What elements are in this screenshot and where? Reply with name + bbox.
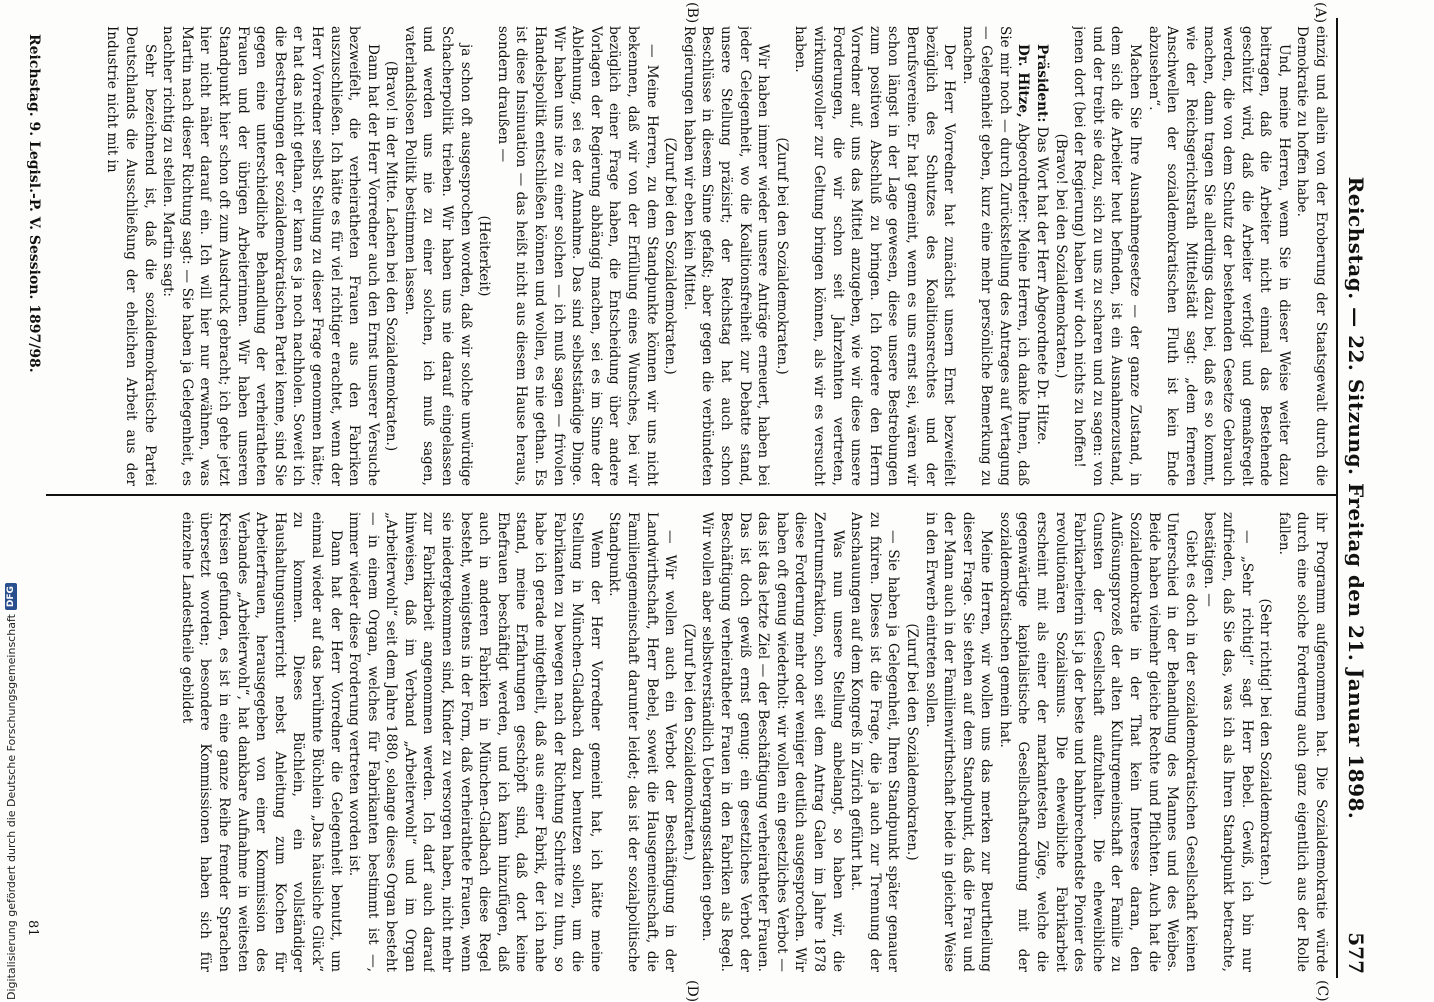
- margin-mark-d: (D): [684, 980, 700, 1002]
- paragraph: Dann hat der Herr Vorredner die Gelegenheit benutzt, um einmal wieder auf das berühmte Büchlein „Das häusliche Glück“ zu kommen. Dieses Büchlein, ein vollständiger Haushaltungsunterricht nebst Anleitung zum Kochen für Arbeiterfrauen, herausgegeben von einer Kommission des Verbandes „Arbeiterwohl“, hat dankbare Aufnahme in weitesten Kreisen gefunden, es ist in eine ganze Reihe fremder Sprachen übersetzt worden; besondere Kommissionen haben sich für einzelne Landestheile gebildet: [178, 512, 344, 972]
- paragraph: (Zuruf bei den Sozialdemokraten.): [773, 137, 790, 375]
- paragraph: — Wir wollen auch ein Verbot der Beschäftigung in der Landwirthschaft, Herr Bebel, soweit die Hausgemeinschaft, die Familiengemeinschaft darunter leidet; das ist der sozialpolitische Standpunkt.: [606, 512, 679, 972]
- paragraph: (Sehr richtig! bei den Sozialdemokraten.): [1257, 598, 1274, 886]
- column-divider: [46, 494, 1336, 496]
- paragraph: Dr. Hitze, Abgeordneter: Meine Herren, ich danke Ihnen, daß Sie mir noch — durch Zurückstellung des Antrages auf Vertagung — Gelegenheit geben, kurz eine mehr persönliche Bemerkung zu machen.: [959, 26, 1032, 486]
- margin-mark-a: (A): [1312, 2, 1328, 24]
- paragraph: (Zuruf bei den Sozialdemokraten.): [662, 137, 679, 375]
- page-header: [1336, 18, 1372, 978]
- paragraph: Giebt es doch in der sozialdemokratischen Gesellschaft keinen Unterschied in der Behandlung des Mannes und des Weibes. Beide haben vielmehr gleiche Rechte und Pflichten. Auch hat die Sozialdemokratie in der That kein Interesse daran, den Auflösungsprozeß der alten Kulturgemeinschaft der Familie zu Gunsten der Gesellschaft aufzuhalten. Die eheweibliche Fabrikarbeiterin ist ja der beste und bahnbrechendste Pionier des revolutionären Sozialismus. Die eheweibliche Fabrikarbeit erscheint mit als einer der markantesten Züge, welche die gegenwärtige kapitalistische Gesellschaftsordnung mit der sozialdemokratischen gemein hat.: [996, 512, 1199, 972]
- digitization-credit: [4, 0, 18, 1000]
- paragraph: (Zuruf bei den Sozialdemokraten.): [680, 623, 697, 861]
- right-text-column: [60, 512, 1330, 972]
- paragraph: Und, meine Herren, wenn Sie in dieser Weise weiter dazu beitragen, daß die Arbeiter nicht einmal das Bestehende geschützt wird, daß die Arbeiter verfolgt und gemaßregelt werden, die von dem Schutz der bestehenden Gesetze Gebrauch machen, dann tragen Sie allerdings dazu bei, daß es so kommt, wie der Reichsgerichtsrath Mittelstädt sagt: „dem ferneren Anschwellen der sozialdemokratischen Fluth ist kein Ende abzusehen“.: [1145, 26, 1292, 486]
- paragraph: ihr Programm aufgenommen hat. Die Sozialdemokratie würde durch eine solche Forderung auch ganz eigentlich aus der Rolle fallen.: [1275, 512, 1329, 972]
- paragraph: Was nun unsere Stellung anbelangt, so haben wir, die Zentrumsfraktion, schon seit dem Antrag Galen im Jahre 1878 diese Forderung mehr oder weniger deutlich ausgesprochen. Wir haben oft genug wiederholt: wir wollen ein gesetzliches Verbot — das ist das letzte Ziel — der Beschäftigung verheiratheter Frauen. Das ist doch gewiß ernst genug: ein gesetzliches Verbot der Beschäftigung verheiratheter Frauen in den Fabriken als Regel. Wir wollen aber selbstverständlich Uebergangsstadien geben.: [699, 512, 846, 972]
- left-text-column: [60, 26, 1330, 486]
- page-number: 577: [1344, 932, 1368, 974]
- paragraph: Der Herr Vorredner hat zunächst unsern Ernst bezweifelt bezüglich des Schutzes des Koalitionsrechtes und der Berufsvereine. Er hat gemeint, wenn es uns ernst sei, wären wir schon längst in der Lage gewesen, diese unsere Bestrebungen zum positiven Abschluß zu bringen. Ich fordere den Herrn Vorredner auf, uns das Mittel anzugeben, wie wir diese unsere Forderungen, die wir schon seit Jahrzehnten vertreten, wirkungsvoller zur Geltung bringen können, als wir es versucht haben.: [792, 26, 958, 486]
- footer-sheet-number: 81: [25, 920, 40, 937]
- paragraph: (Zuruf bei den Sozialdemokraten.): [903, 623, 920, 861]
- paragraph: Sehr bezeichnend ist, daß die sozialdemokratische Partei Deutschlands die Ausschließung der ehelichen Arbeit aus der Industrie nicht mit in: [104, 26, 158, 486]
- credit-text: Digitalisierung gefördert durch die Deutsche Forschungsgemeinschaft: [4, 614, 18, 1000]
- paragraph: — Meine Herren, zu dem Standpunkte können wir uns nicht bekennen, daß wir von der Erfüllung eines Wunsches, bei wir bezüglich einer Frage haben, die Entscheidung über andere Vorlagen der Regierung abhängig machen, sei es im Sinne der Ablehnung, sei es der Annahme. Das sind selbstständige Dinge. Wir haben uns nie zu einer solchen — ich muß sagen — frivolen Handelspolitik entschließen können und wollen, es nie gethan. Es ist diese Insinuation — das heißt nicht aus diesem Hause heraus, sondern draußen —: [494, 26, 660, 486]
- paragraph: Präsident: Das Wort hat der Herr Abgeordnete Dr. Hitze.: [1034, 44, 1051, 445]
- paragraph: — Sie haben ja Gelegenheit, Ihren Standpunkt später genauer zu fixiren. Dieses ist die Frage, die ja auch zur Trennung der Anschauungen auf dem Kongreß in Zürich geführt hat.: [848, 512, 902, 972]
- speaker-name: Dr. Hitze,: [1015, 44, 1032, 118]
- speaker-name: Präsident:: [1034, 44, 1051, 123]
- footer-session-info: Reichstag. 9. Legisl.-P. V. Session. 1897/98.: [26, 34, 42, 373]
- paragraph: Wir haben immer wieder unsere Anträge erneuert, haben bei jeder Gelegenheit, wo die Koalitionsfreiheit zur Debatte stand, unsere Stellung präzisirt; der Reichstag hat auch schon Beschlüsse in diesem Sinne gefaßt; aber gegen die verbündeten Regierungen haben wir eben kein Mittel.: [680, 26, 772, 486]
- paragraph: ja schon oft ausgesprochen worden, daß wir solche unwürdige Schacherpolitik trieben. Wir haben uns nie darauf eingelassen und werden uns nie zu einer solchen, ich muß sagen, vaterlandslosen Politik bestimmen lassen.: [401, 26, 474, 486]
- paragraph: (Bravo! in der Mitte. Lachen bei den Sozialdemokraten.): [383, 60, 400, 452]
- paragraph: (Bravo! bei den Sozialdemokraten.): [1052, 133, 1069, 379]
- paragraph: Meine Herren, wir wollen uns das merken zur Beurtheilung dieser Frage. Sie stehen auf dem Standpunkt, daß die Frau und der Mann auch in der Familienwirthschaft beide in gleicher Weise in den Erwerb eintreten sollen.: [922, 512, 995, 972]
- paragraph: einzig und allein von der Eroberung der Staatsgewalt durch die Demokratie zu hoffen habe.: [1294, 26, 1329, 486]
- margin-mark-b: (B): [684, 2, 700, 24]
- paragraph: — „Sehr richtig!“ sagt Herr Bebel. Gewiß, ich bin nur zufrieden, daß Sie das, was ich als Ihren Standpunkt betrachte, bestätigen. —: [1201, 512, 1255, 972]
- dfg-logo-icon: DFG: [5, 583, 17, 610]
- paragraph: (Heiterkeit): [476, 215, 493, 297]
- paragraph: Machen Sie Ihre Ausnahmegesetze — der ganze Zustand, in dem sich die Arbeiter heut befinden, ist ein Ausnahmezustand, und der treibt sie dazu, sich zu uns zu scharen und zu sagen: von jenen dort (bei der Regierung) haben wir doch nichts zu hoffen!: [1071, 26, 1144, 486]
- margin-mark-c: (C): [1314, 980, 1330, 1002]
- paragraph: Dann hat der Herr Vorredner auch den Ernst unserer Versuche bezweifelt, die verheiratheten Frauen aus den Fabriken auszuschließen. Ich hätte es für viel richtiger erachtet, wenn der Herr Vorredner selbst Stellung zu dieser Frage genommen hätte; er hat das nicht gethan, er kann es ja noch nachholen. Soweit ich die Bestrebungen der sozialdemokratischen Partei kenne, sind Sie gegen eine unterschiedliche Behandlung der verheiratheten Frauen und der übrigen Arbeiterinnen. Wir haben unseren Standpunkt hier schon oft zum Ausdruck gebracht; ich gehe jetzt hier nicht näher darauf ein. Ich will hier nur erwähnen, was Martin nach dieser Richtung sagt: — Sie haben ja Gelegenheit, es nachher richtig zu stellen. Martin sagt:: [160, 26, 381, 486]
- paragraph: Wenn der Herr Vorredner gemeint hat, ich hätte meine Stellung in München-Gladbach dazu benutzen sollen, um die Fabrikanten zu bewegen nach der Richtung Schritte zu thun, so habe ich gerade mitgetheilt, daß aus einer Fabrik, der ich nahe stand, meine Erfahrungen geschöpft sind, daß dort keine Ehefrauen beschäftigt werden, und ich kann hinzufügen, daß auch in anderen Fabriken in München-Gladbach diese Regel besteht, wenigstens in der Form, daß verheirathete Frauen, wenn sie niedergekommen sind, Kinder zu versorgen haben, nicht mehr zur Fabrikarbeit angenommen werden. Ich darf auch darauf hinweisen, daß im Verband „Arbeiterwohl“ und im Organ „Arbeiterwohl“ seit dem Jahre 1880, solange dieses Organ besteht — in einem Organ, welches für Fabrikanten bestimmt ist —, immer wieder diese Forderung vertreten worden ist.: [346, 512, 604, 972]
- page-header-title: Reichstag. — 22. Sitzung. Freitag den 21. Januar 1898.: [1344, 176, 1368, 820]
